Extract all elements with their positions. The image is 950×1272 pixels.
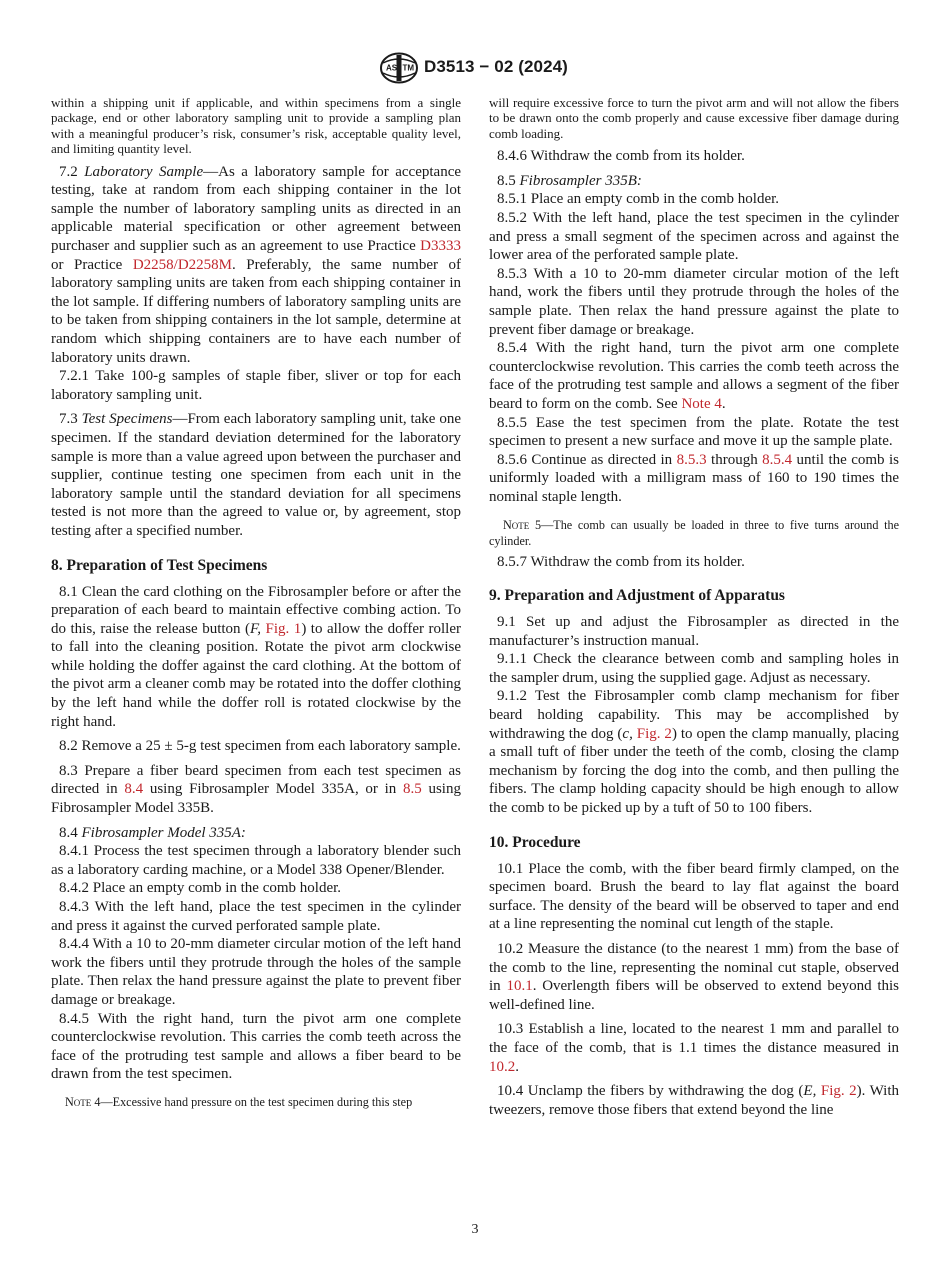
- link-8-5[interactable]: 8.5: [403, 781, 422, 798]
- section-8-5-5: 8.5.5 Ease the test specimen from the plate. Rotate the test specimen to present a new surface and move it up the sample plate.: [489, 414, 899, 450]
- link-8-4[interactable]: 8.4: [124, 781, 144, 798]
- link-8-5-4[interactable]: 8.5.4: [762, 451, 793, 468]
- note-4: Note 4—Excessive hand pressure on the test specimen during this step: [65, 1094, 413, 1109]
- link-d3333[interactable]: D3333: [420, 238, 461, 254]
- link-8-5-3[interactable]: 8.5.3: [676, 451, 707, 468]
- heading-section-10: 10. Procedure: [489, 833, 581, 851]
- left-column: [51, 95, 461, 1110]
- section-7-3: 7.3 Test Specimens—From each laboratory sampling unit, take one specimen. If the standard deviation determined for the laboratory sample is more than a value agreed upon between the purchaser and supplier, continue testing one specimen from each unit in the laboratory sample until the standard deviation for all specimens tested is not more than the agreed to value or, by agreement, stop testing after a specified number.: [51, 411, 461, 539]
- note-5: Note 5—The comb can usually be loaded in three to five turns around the cylinder.: [489, 517, 899, 548]
- heading-section-9: 9. Preparation and Adjustment of Apparatus: [489, 587, 785, 605]
- section-8-3: 8.3 Prepare a fiber beard specimen from each test specimen as directed in 8.4 using Fibrosampler Model 335A, or in 8.5 using Fibrosampler Model 335B.: [51, 762, 461, 817]
- section-8-5: 8.5 Fibrosampler 335B:: [497, 172, 642, 189]
- right-column: [489, 95, 899, 1119]
- svg-text:TM: TM: [402, 63, 415, 73]
- section-7-2: 7.2 Laboratory Sample—As a laboratory sample for acceptance testing, take at random from each shipping container in the lot sample the number of laboratory sampling units as directed in an applicable material specification or other agreement between purchaser and supplier such as an agreement to use Practice D3333 or Practice D2258/D2258M. Preferably, the same number of laboratory sampling units are taken from each shipping container in the lot sample. If differing numbers of laboratory sampling units are to be taken from shipping containers in the lot sample, determine at random which shipping containers are to have each number of laboratory units drawn.: [51, 163, 462, 366]
- section-8-4-6: 8.4.6 Withdraw the comb from its holder.: [497, 148, 745, 165]
- section-10-4: 10.4 Unclamp the fibers by withdrawing the dog (E, Fig. 2). With tweezers, remove those fibers that extend beyond the line: [489, 1083, 900, 1118]
- link-10-2[interactable]: 10.2: [489, 1058, 516, 1075]
- link-10-1[interactable]: 10.1: [506, 978, 533, 995]
- link-fig-2[interactable]: Fig. 2: [636, 725, 672, 742]
- section-8-2: 8.2 Remove a 25 ± 5-g test specimen from each laboratory sample.: [59, 738, 461, 755]
- heading-section-8: 8. Preparation of Test Specimens: [51, 556, 268, 574]
- section-8-5-7: 8.5.7 Withdraw the comb from its holder.: [497, 553, 745, 570]
- svg-text:AS: AS: [386, 63, 398, 73]
- section-8-4-2: 8.4.2 Place an empty comb in the comb holder.: [59, 880, 342, 897]
- section-8-4-5: 8.4.5 With the right hand, turn the pivot arm one complete counterclockwise revolution. This carries the comb teeth across the face of the protruding test sample and allows a fiber beard to be drawn from the test specimen.: [51, 1010, 461, 1083]
- section-8-5-2: 8.5.2 With the left hand, place the test specimen in the cylinder and press a small segment of the specimen across and against the lower area of the perforated sample plate.: [489, 210, 899, 264]
- document-designation: D3513 − 02 (2024): [424, 57, 568, 76]
- section-8-4-4: 8.4.4 With a 10 to 20-mm diameter circular motion of the left hand work the fibers until they protrude through the holes of the sample plate. Then relax the hand pressure against the plate to prevent fiber damage or breakage.: [51, 936, 461, 1008]
- section-9-1: 9.1 Set up and adjust the Fibrosampler as directed in the manufacturer’s instruction manual.: [489, 614, 899, 649]
- section-8-5-3: 8.5.3 With a 10 to 20-mm diameter circular motion of the left hand, work the fibers until they protrude through the holes of the sample plate. Then relax the hand pressure against the plate to prevent fiber damage or breakage.: [489, 265, 899, 338]
- section-10-2: 10.2 Measure the distance (to the nearest 1 mm) from the base of the comb to the line, representing the nominal cut staple, observed in 10.1. Overlength fibers will be observed to extend beyond this well-defined line.: [489, 941, 899, 1013]
- section-8-4: 8.4 Fibrosampler Model 335A:: [59, 824, 246, 841]
- section-8-4-1: 8.4.1 Process the test specimen through a laboratory blender such as a laboratory carding machine, or a Model 338 Opener/Blender.: [51, 843, 461, 878]
- section-8-1: 8.1 Clean the card clothing on the Fibrosampler before or after the preparation of each beard to maintain effective combing action. To do this, raise the release button (F, Fig. 1) to allow the doffer roller to fall into the cleaning position. Rotate the pivot arm clockwise while holding the doffer against the card clothing. At the bottom of the pivot arm a cleaner comb may be rotated into the doffer clothing by the left hand while the doffer roll is rotated clockwise by the right hand.: [51, 583, 461, 730]
- link-fig-1[interactable]: Fig. 1: [265, 620, 302, 637]
- section-8-5-1: 8.5.1 Place an empty comb in the comb holder.: [497, 191, 780, 208]
- page-header: [0, 50, 950, 86]
- section-9-1-1: 9.1.1 Check the clearance between comb and sampling holes in the sampler drum, using the supplied gage. Adjust as necessary.: [489, 651, 899, 686]
- section-9-1-2: 9.1.2 Test the Fibrosampler comb clamp mechanism for fiber beard holding capability. This may be accomplished by withdrawing the dog (c, Fig. 2) to open the clamp manually, placing a small tuft of fiber under the teeth of the comb, closing the clamp mechanism by forcing the dog into the comb, and then pulling the fibers. The clamp holding capacity should be high enough to allow the comb to be picked up by a tuft of 50 to 100 fibers.: [489, 688, 900, 817]
- link-d2258[interactable]: D2258/D2258M: [132, 256, 232, 273]
- section-8-5-6: 8.5.6 Continue as directed in 8.5.3 through 8.5.4 until the comb is uniformly loaded with a milligram mass of 160 to 190 times the nominal staple length.: [489, 451, 899, 505]
- section-10-1: 10.1 Place the comb, with the fiber beard firmly clamped, on the specimen board. Brush the beard to lay flat against the board surface. The density of the beard will be observed to taper and end at a line representing the nominal cut length of the staple.: [489, 860, 899, 933]
- section-8-4-3: 8.4.3 With the left hand, place the test specimen in the cylinder and press it against the curved perforated sample plate.: [51, 899, 461, 934]
- link-fig-2-b[interactable]: Fig. 2: [820, 1083, 857, 1100]
- link-note-4[interactable]: Note 4: [681, 395, 722, 412]
- note-4-continued: will require excessive force to turn the pivot arm and will not allow the fibers to be drawn onto the comb properly and cause excessive fiber damage during comb loading.: [489, 95, 899, 141]
- astm-logo: [379, 52, 419, 84]
- section-7-2-1: 7.2.1 Take 100-g samples of staple fiber, sliver or top for each laboratory sampling unit.: [51, 368, 461, 403]
- section-8-5-4: 8.5.4 With the right hand, turn the pivot arm one complete counterclockwise revolution. This carries the comb teeth across the face of the protruding test sample and allows a segment of the fiber beard to form on the comb. See Note 4.: [489, 340, 899, 412]
- page-number: 3: [471, 1222, 479, 1237]
- paragraph-7-1-continued: within a shipping unit if applicable, and within specimens from a single package, end or other laboratory sampling unit to provide a sampling plan with a meaningful producer’s risk, consumer’s risk, acceptable quality level, and limiting quantity level.: [51, 95, 461, 157]
- section-10-3: 10.3 Establish a line, located to the nearest 1 mm and parallel to the face of the comb, that is 1.1 times the distance measured in 10.2.: [489, 1021, 899, 1075]
